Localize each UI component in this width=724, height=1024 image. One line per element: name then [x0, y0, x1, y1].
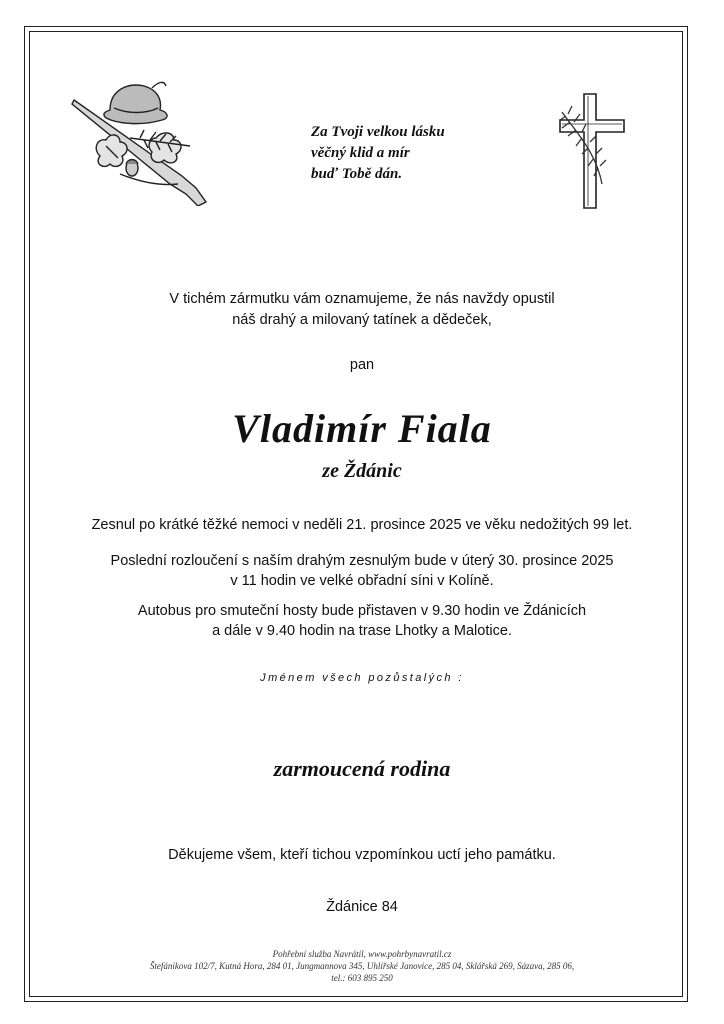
motto-line: buď Tobě dán. — [311, 166, 403, 182]
cross-with-palm-icon — [556, 92, 628, 217]
intro-line: V tichém zármutku vám oznamujeme, že nás navždy opustil — [169, 291, 555, 307]
deceased-origin: ze Ždánic — [322, 460, 402, 482]
footer-line: Pohřební služba Navrátil, www.pohrbynavratil.cz — [272, 949, 452, 959]
farewell-line: Poslední rozloučení s naším drahým zesnulým bude v úterý 30. prosince 2025 — [110, 553, 614, 569]
farewell-paragraph — [0, 551, 724, 591]
intro-line: náš drahý a milovaný tatínek a dědeček, — [232, 312, 492, 328]
motto — [311, 122, 445, 185]
bus-line: a dále v 9.40 hodin na trase Lhotky a Malotice. — [212, 623, 512, 639]
funeral-service-footer — [0, 948, 724, 984]
death-paragraph — [0, 515, 724, 535]
on-behalf-label: Jménem všech pozůstalých : — [260, 672, 464, 684]
bus-line: Autobus pro smuteční hosty bude přistaven v 9.30 hodin ve Ždánicích — [137, 603, 587, 619]
announcement-intro — [0, 289, 724, 331]
motto-line: věčný klid a mír — [311, 145, 410, 161]
footer-line: Štefánikova 102/7, Kutná Hora, 284 01, Jungmannova 345, Uhlířské Janovice, 285 04, Sklářská 269, Sázava, 285 06, — [149, 961, 575, 971]
thanks-text: Děkujeme všem, kteří tichou vzpomínkou uctí jeho památku. — [168, 847, 556, 863]
family-signature: zarmoucená rodina — [273, 756, 451, 781]
address-text: Ždánice 84 — [326, 899, 398, 915]
farewell-line: v 11 hodin ve velké obřadní síni v Kolíně. — [230, 573, 494, 589]
footer-line: tel.: 603 895 250 — [331, 973, 393, 983]
hunting-emblem-icon — [70, 78, 212, 211]
death-line: Zesnul po krátké těžké nemoci v neděli 21. prosince 2025 ve věku nedožitých 99 let. — [91, 517, 633, 533]
title-word: pan — [349, 357, 375, 373]
bus-paragraph — [0, 601, 724, 641]
deceased-name: Vladimír Fiala — [232, 406, 492, 451]
motto-line: Za Tvoji velkou lásku — [311, 124, 445, 140]
